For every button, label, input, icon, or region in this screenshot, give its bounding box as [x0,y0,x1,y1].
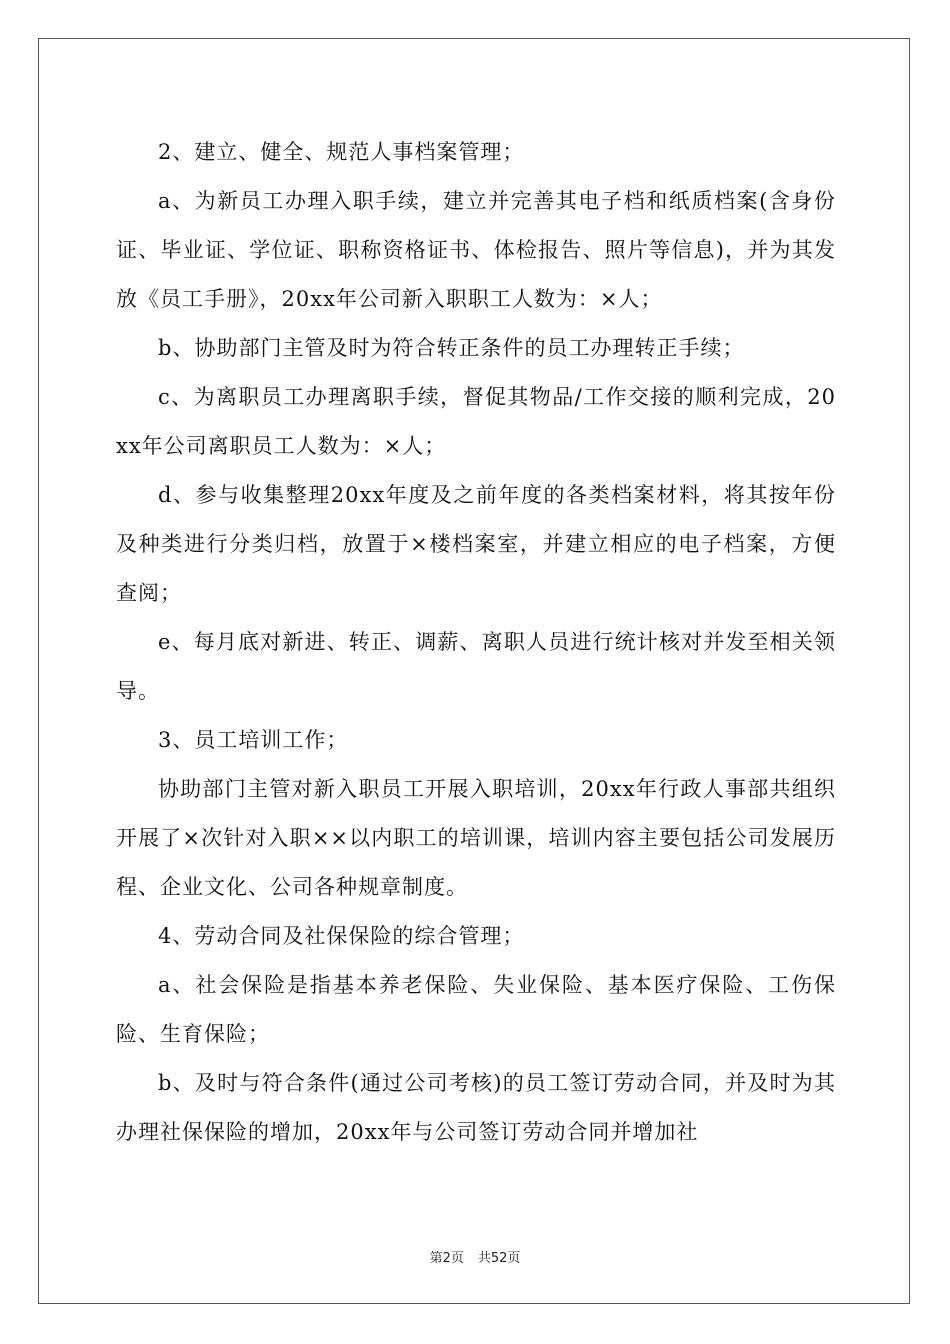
document-body [116,128,836,1157]
paragraph-item-a: a、为新员工办理入职手续，建立并完善其电子档和纸质档案(含身份证、毕业证、学位证、职称资格证书、体检报告、照片等信息)，并为其发放《员工手册》，20xx年公司新入职职工人数为：×人； [116,189,836,311]
section-heading-contracts: 4、劳动合同及社保保险的综合管理； [158,924,525,948]
paragraph-insurance-b: b、及时与符合条件(通过公司考核)的员工签订劳动合同，并及时为其办理社保保险的增加，20xx年与公司签订劳动合同并增加社 [116,1071,836,1144]
paragraph-item-c: c、为离职员工办理离职手续，督促其物品/工作交接的顺利完成，20xx年公司离职员工人数为：×人； [116,385,836,458]
section-heading-training: 3、员工培训工作； [158,728,349,752]
paragraph-training: 协助部门主管对新入职员工开展入职培训，20xx年行政人事部共组织开展了×次针对入职××以内职工的培训课，培训内容主要包括公司发展历程、企业文化、公司各种规章制度。 [116,777,836,899]
paragraph-item-b: b、协助部门主管及时为符合转正条件的员工办理转正手续； [158,336,745,360]
page-total: 共52页 [477,1251,521,1266]
paragraph-item-e: e、每月底对新进、转正、调薪、离职人员进行统计核对并发至相关领导。 [116,630,836,703]
page-number: 第2页 [429,1251,464,1266]
paragraph-insurance-a: a、社会保险是指基本养老保险、失业保险、基本医疗保险、工伤保险、生育保险； [116,973,836,1046]
paragraph-item-d: d、参与收集整理20xx年度及之前年度的各类档案材料，将其按年份及种类进行分类归档，放置于×楼档案室，并建立相应的电子档案，方便查阅； [116,483,836,605]
section-heading-archives: 2、建立、健全、规范人事档案管理； [158,140,525,164]
page-footer [0,1247,950,1266]
